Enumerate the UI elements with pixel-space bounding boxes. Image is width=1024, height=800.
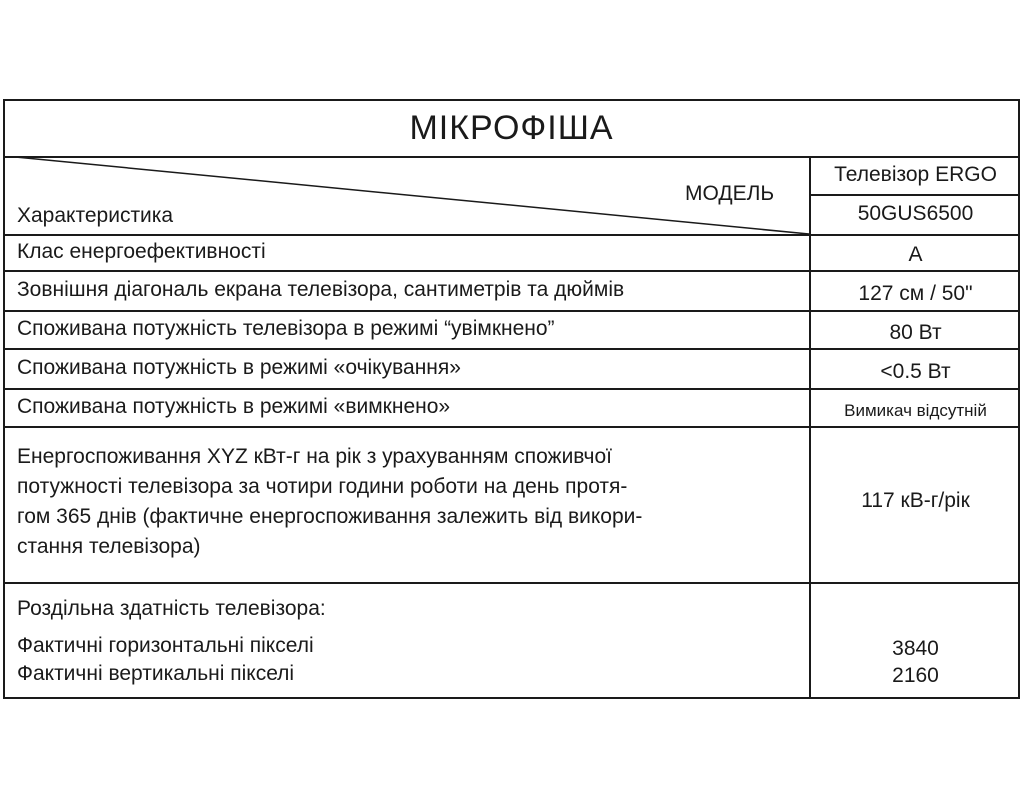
microfiche-table [3, 99, 1020, 699]
model-code: 50GUS6500 [857, 202, 974, 225]
text-line: Енергоспоживання XYZ кВт-г на рік з урахуванням споживчої [17, 445, 612, 468]
text-line: потужності телевізора за чотири години роботи на день протя- [17, 475, 628, 498]
horizontal-pixels-label: Фактичні горизонтальні пікселі [17, 634, 314, 657]
text-line: стання телевізора) [17, 535, 201, 558]
model-name: Телевізор ERGO [834, 163, 997, 186]
row-divider [5, 388, 1018, 390]
row-label-diagonal: Зовнішня діагональ екрана телевізора, сантиметрів та дюймів [17, 278, 625, 301]
row-divider [5, 426, 1018, 428]
row-label-annual-consumption [17, 442, 797, 562]
model-cell-divider [809, 194, 1020, 196]
vertical-pixels-value: 2160 [892, 664, 939, 687]
row-label-standby: Споживана потужність в режимі «очікування» [17, 356, 461, 379]
title-row [5, 101, 1018, 158]
row-divider [5, 270, 1018, 272]
row-divider [5, 234, 1018, 236]
row-divider [5, 582, 1018, 584]
row-value-power-on: 80 Вт [889, 321, 942, 344]
characteristic-label: Характеристика [17, 204, 174, 227]
model-label: МОДЕЛЬ [685, 182, 775, 205]
row-value-standby: <0.5 Вт [880, 360, 951, 383]
resolution-heading: Роздільна здатність телевізора: [17, 597, 326, 620]
row-divider [5, 310, 1018, 312]
row-value-diagonal: 127 см / 50" [858, 282, 973, 305]
row-label-off: Споживана потужність в режимі «вимкнено» [17, 395, 451, 418]
text-line: гом 365 днів (фактичне енергоспоживання залежить від викори- [17, 505, 643, 528]
row-value-energy-class: A [908, 243, 923, 266]
row-divider [5, 348, 1018, 350]
horizontal-pixels-value: 3840 [892, 637, 939, 660]
row-value-off: Вимикач відсутній [844, 401, 987, 420]
row-label-power-on: Споживана потужність телевізора в режимі “увімкнено” [17, 317, 555, 340]
vertical-pixels-label: Фактичні вертикальні пікселі [17, 662, 295, 685]
page-title: МІКРОФІША [409, 109, 614, 147]
row-value-annual-consumption: 117 кВ-г/рік [861, 489, 970, 512]
row-label-energy-class: Клас енергоефективності [17, 240, 266, 263]
